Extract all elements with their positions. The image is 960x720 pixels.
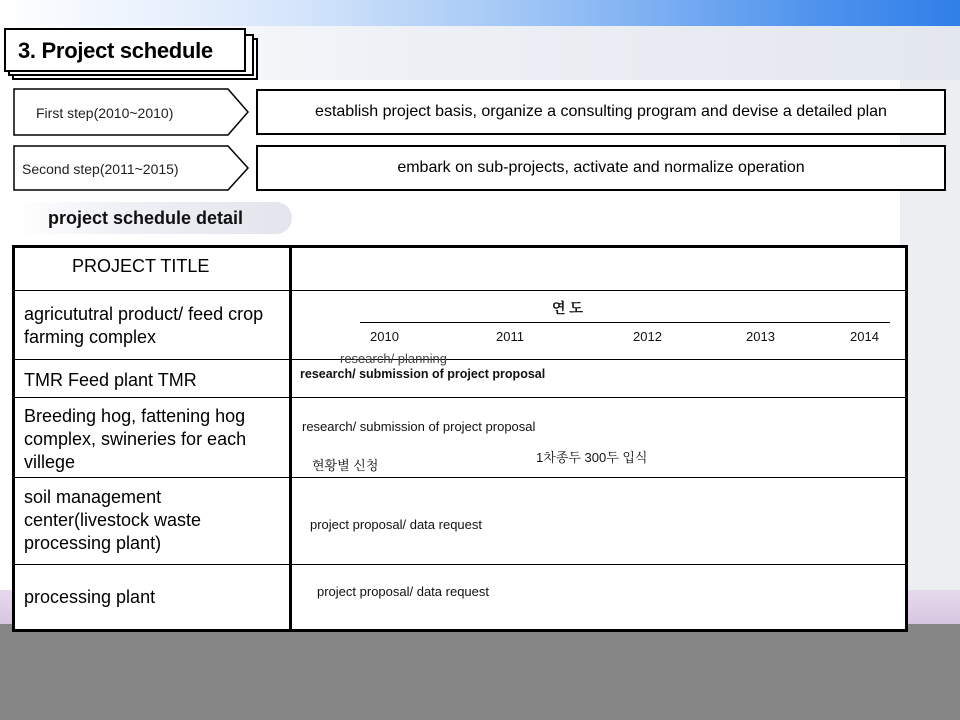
table-row-divider: [12, 359, 908, 360]
year-label: 2011: [496, 329, 524, 344]
table-row-divider: [12, 564, 908, 565]
table-row-title: processing plant: [24, 587, 156, 607]
year-label: 2013: [746, 329, 775, 344]
table-row-divider: [12, 477, 908, 478]
first-step-description: establish project basis, organize a consulting program and devise a detailed plan: [256, 89, 946, 135]
second-step-label: Second step(2011~2015): [22, 161, 179, 177]
table-header-label: PROJECT TITLE: [72, 256, 210, 276]
second-step-description: embark on sub-projects, activate and normalize operation: [256, 145, 946, 191]
research-planning-note: research/ planning: [340, 351, 447, 366]
page-title: 3. Project schedule: [4, 28, 246, 72]
table-row-title: soil management center(livestock waste processing plant): [24, 487, 202, 553]
soil-task-note: project proposal/ data request: [310, 517, 482, 532]
table-row-title: agricututral product/ feed crop farming complex: [24, 304, 264, 347]
table-row-title: TMR Feed plant TMR: [24, 370, 197, 390]
detail-heading: project schedule detail: [14, 202, 292, 234]
first-step-label: First step(2010~2010): [36, 105, 174, 121]
timeline-heading: 연 도: [552, 300, 583, 316]
table-column-divider: [289, 245, 292, 632]
table-row-title: Breeding hog, fattening hog complex, swineries for each villege: [24, 406, 247, 472]
processing-task-note: project proposal/ data request: [317, 584, 489, 599]
tmr-task-note: research/ submission of project proposal: [300, 367, 546, 381]
hog-note-right: 1차종두 300두 입식: [536, 450, 648, 465]
table-row-divider: [12, 290, 908, 291]
year-label: 2010: [370, 329, 399, 344]
year-label: 2014: [850, 329, 879, 344]
year-label: 2012: [633, 329, 662, 344]
timeline-axis: [360, 322, 890, 323]
table-row-divider: [12, 397, 908, 398]
hog-note-left: 현황별 신청: [312, 458, 379, 473]
footer-gray-band: [0, 624, 960, 720]
hog-task-note: research/ submission of project proposal: [302, 419, 536, 434]
